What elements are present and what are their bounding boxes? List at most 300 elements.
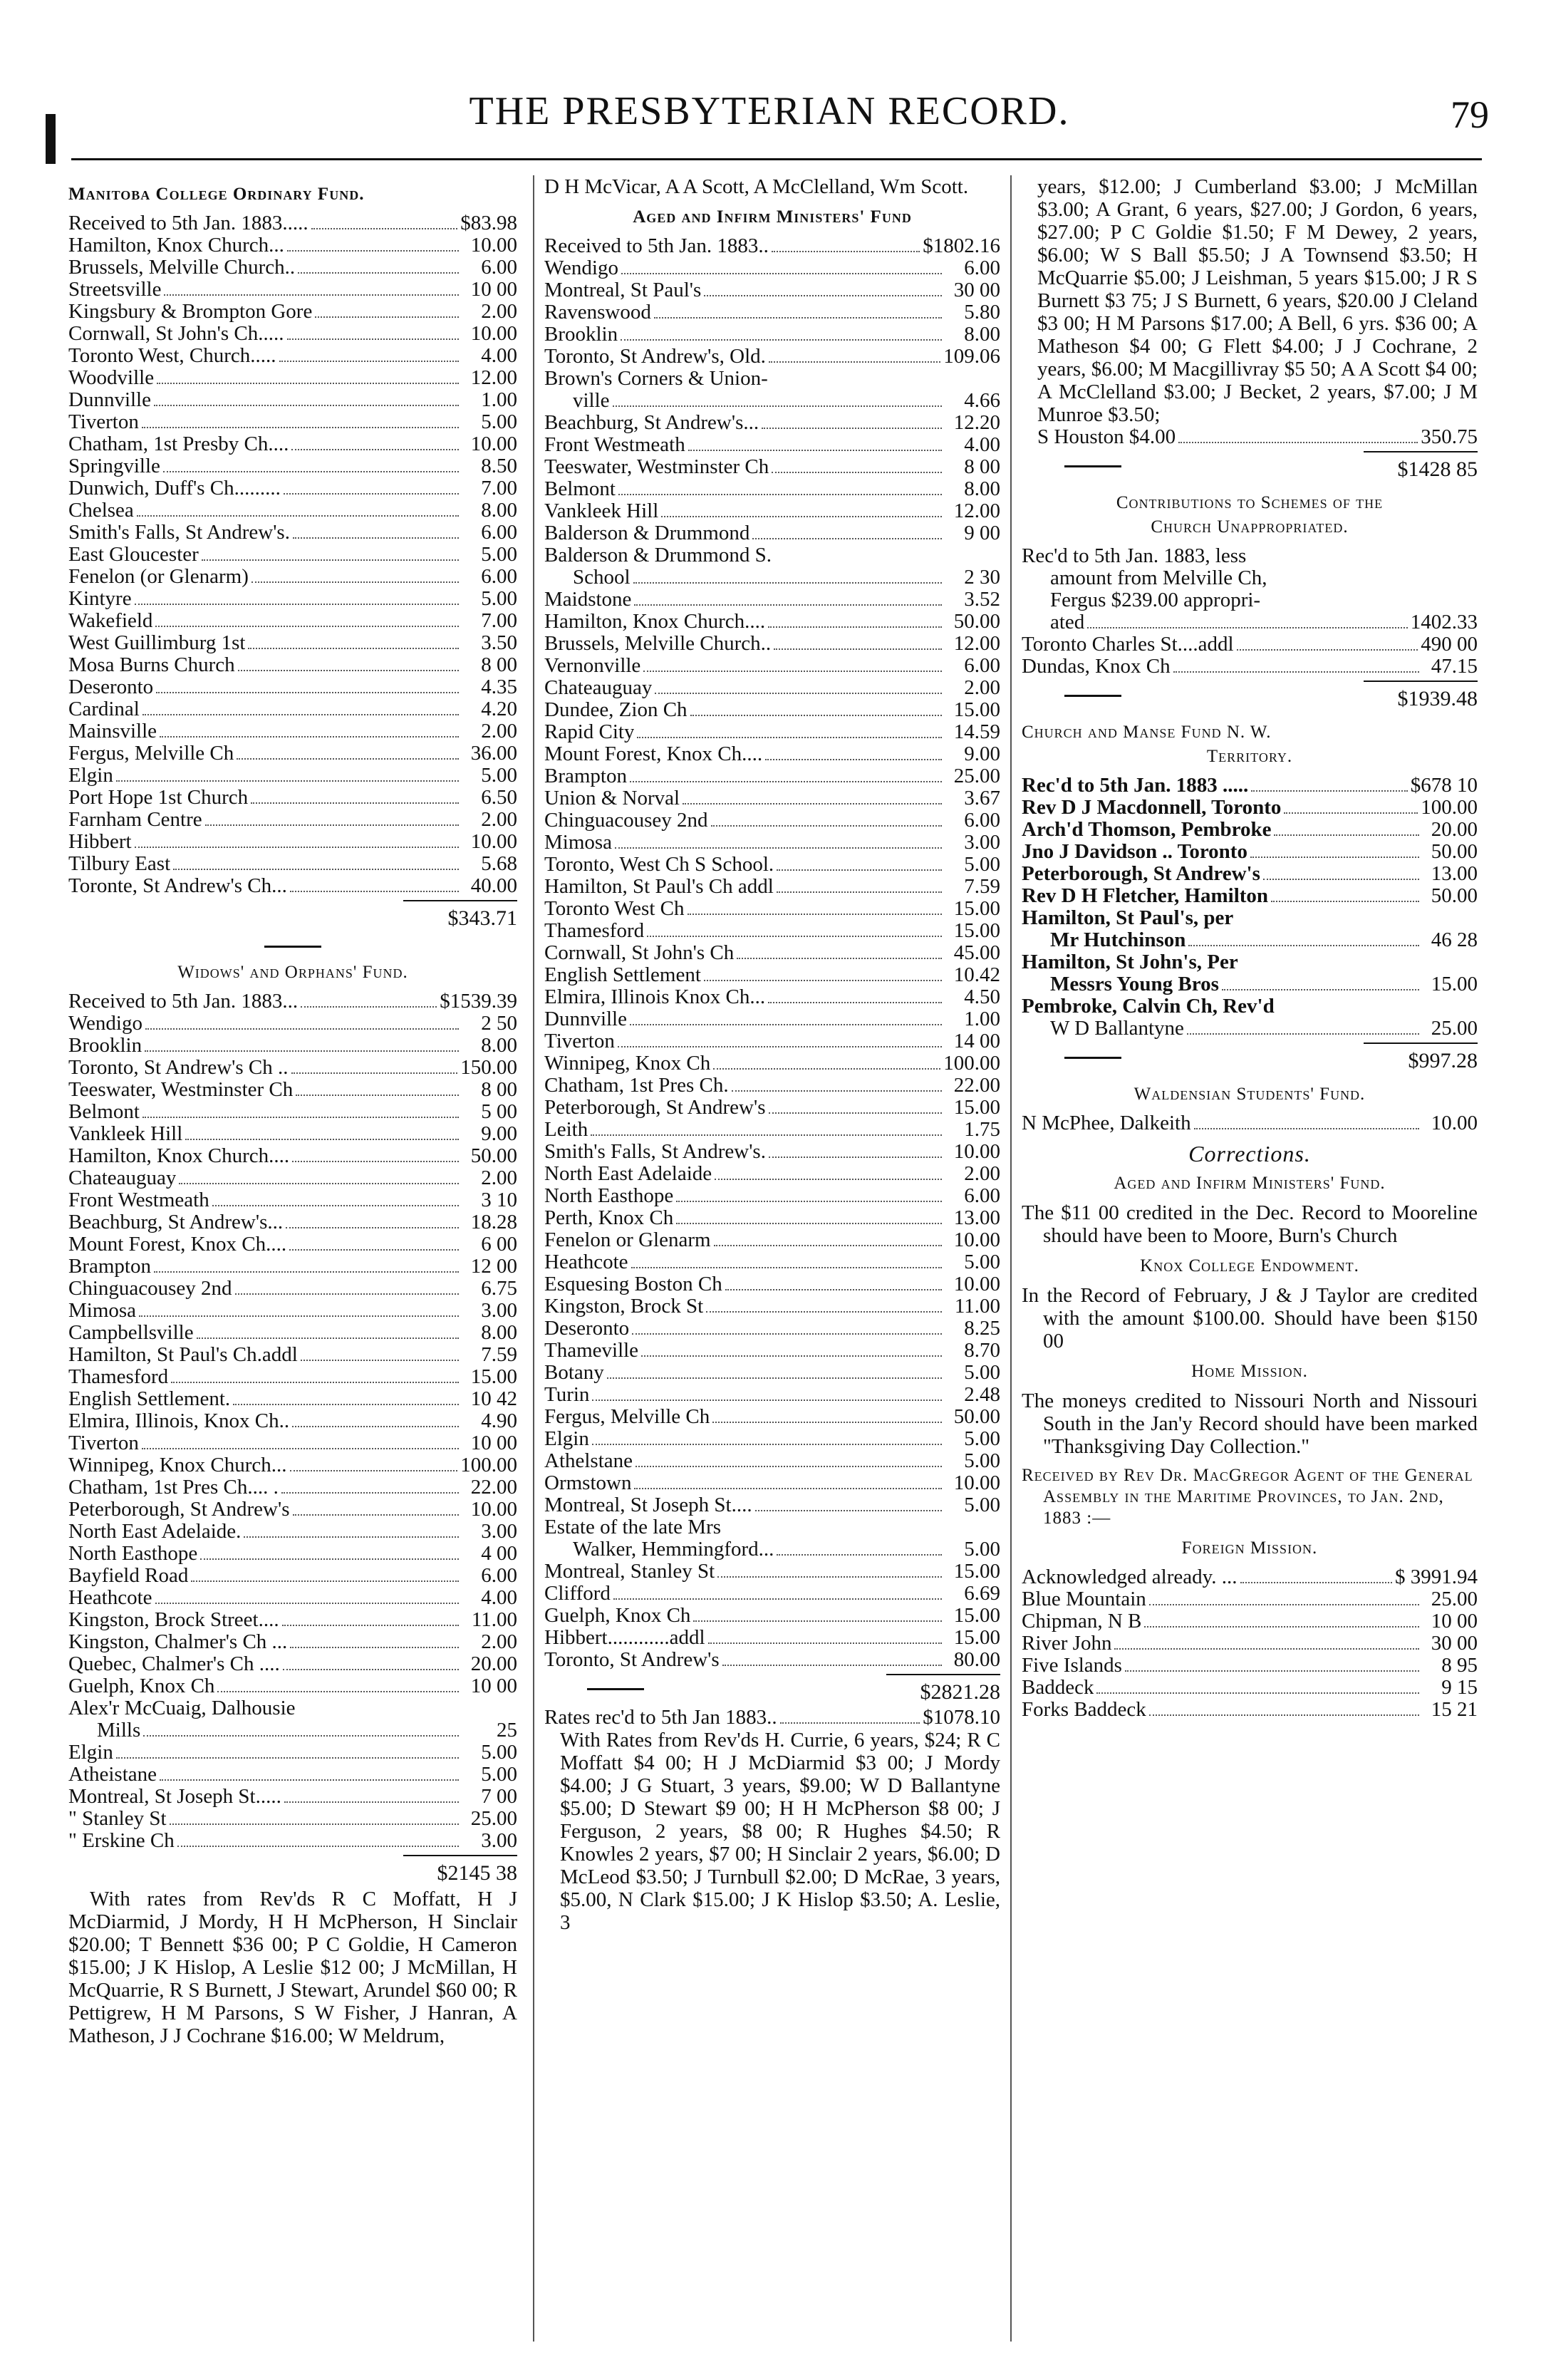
list-item xyxy=(68,1631,517,1653)
entry-name: North Easthope xyxy=(68,1543,198,1565)
leader-dots xyxy=(154,405,459,406)
list-item xyxy=(544,1207,1000,1229)
leader-dots xyxy=(768,626,942,628)
entry-name: Tilbury East xyxy=(68,853,171,875)
entry-name: Woodville xyxy=(68,367,155,389)
leader-dots xyxy=(142,1117,459,1118)
list-item xyxy=(544,809,1000,832)
entry-amount: 30 00 xyxy=(1431,1632,1478,1655)
list-item xyxy=(544,390,1000,412)
section-heading-corrections: Corrections. xyxy=(1188,1141,1311,1166)
entry-amount: 5.00 xyxy=(481,410,517,433)
entry-amount: 7.59 xyxy=(481,1343,517,1366)
entry-amount: 100.00 xyxy=(1421,796,1478,819)
leader-dots xyxy=(621,339,942,341)
leader-dots xyxy=(135,604,459,605)
entry-name: Maidstone xyxy=(544,589,632,611)
list-item xyxy=(68,1587,517,1609)
entry-amount: 14.59 xyxy=(953,720,1000,743)
entry-amount: $678 10 xyxy=(1410,774,1478,797)
entry-amount: 5.00 xyxy=(964,1251,1000,1273)
entry-amount: 15.00 xyxy=(953,919,1000,942)
entry-amount: 40.00 xyxy=(470,874,517,897)
leader-dots xyxy=(287,338,459,340)
column-left xyxy=(68,175,517,2342)
entry-name: Atheistane xyxy=(68,1764,157,1786)
section-heading-manitoba: Manitoba College Ordinary Fund. xyxy=(68,185,365,204)
leader-dots xyxy=(251,581,459,583)
list-item xyxy=(68,257,517,279)
leader-dots xyxy=(293,537,459,539)
entry-name: Fenelon or Glenarm xyxy=(544,1229,711,1251)
entry-name: ville xyxy=(573,390,610,412)
entry-name: Brampton xyxy=(544,765,627,787)
list-item xyxy=(1022,775,1478,797)
entry-name: Winnipeg, Knox Ch xyxy=(544,1052,711,1075)
list-item xyxy=(68,544,517,566)
leader-dots xyxy=(292,1161,459,1162)
entry-amount: 5.80 xyxy=(964,301,1000,324)
entry-name: Front Westmeath xyxy=(544,434,685,456)
entry-amount: 8.00 xyxy=(964,323,1000,346)
list-item xyxy=(544,721,1000,743)
list-item xyxy=(544,1561,1000,1583)
entry-name: Elgin xyxy=(544,1428,589,1450)
entry-name: Mr Hutchinson xyxy=(1050,929,1186,951)
list-item xyxy=(68,234,517,257)
leader-dots xyxy=(292,1426,459,1427)
leader-dots xyxy=(647,936,942,937)
section-total xyxy=(68,900,517,933)
leader-dots xyxy=(631,1267,942,1268)
section-heading-manse: Church and Manse Fund N. W. xyxy=(1022,723,1272,742)
entry-name: Chateauguay xyxy=(68,1167,177,1189)
list-item xyxy=(544,1141,1000,1163)
entry-amount: 9 15 xyxy=(1441,1676,1478,1699)
leader-dots xyxy=(1149,1604,1419,1605)
entry-name: Chinguacousey 2nd xyxy=(68,1278,232,1300)
leader-dots xyxy=(289,1249,459,1251)
entry-amount: 10.00 xyxy=(1431,1112,1478,1134)
entry-name: Union & Norval xyxy=(544,787,680,809)
leader-dots xyxy=(284,493,459,495)
entry-amount: 6.69 xyxy=(964,1582,1000,1605)
entry-amount: 5.00 xyxy=(964,853,1000,876)
leader-dots xyxy=(177,1846,459,1847)
leader-dots xyxy=(1096,1692,1419,1694)
entry-amount: 25.00 xyxy=(1431,1017,1478,1040)
entry-amount: 5.00 xyxy=(964,1427,1000,1450)
correction-note: The $11 00 credited in the Dec. Record to Mooreline should have been to Moore, Burn's Church xyxy=(1022,1201,1478,1247)
entry-amount: 3.00 xyxy=(481,1829,517,1852)
entry-name: Jno J Davidson .. Toronto xyxy=(1022,841,1247,863)
entry-amount: 10.00 xyxy=(470,1498,517,1521)
entry-amount: 6.00 xyxy=(481,521,517,544)
entry-name: Chateauguay xyxy=(544,677,653,699)
leader-dots xyxy=(769,1157,942,1158)
entry-amount: 20.00 xyxy=(470,1652,517,1675)
section-subheading-schemes: Church Unappropriated. xyxy=(1151,517,1349,537)
entry-name: Fenelon (or Glenarm) xyxy=(68,566,249,588)
entry-name: West Guillimburg 1st xyxy=(68,632,246,654)
entry-name: Pembroke, Calvin Ch, Rev'd xyxy=(1022,995,1275,1018)
entry-amount: 4.00 xyxy=(481,1586,517,1609)
entry-amount: 12.00 xyxy=(953,500,1000,522)
list-item xyxy=(68,1719,517,1742)
leader-dots xyxy=(282,1625,459,1626)
list-item xyxy=(544,566,1000,589)
entry-name: Turin xyxy=(544,1384,590,1406)
entry-amount: 9.00 xyxy=(964,743,1000,765)
rates-paragraph: With Rates from Rev'ds H. Currie, 6 years, $24; R C Moffatt $4 00; H J McDiarmid $3 00; J Mordy $4.00; J G Stuart, 3 years, $9.00; W D Ballantyne $5.00; D Stewart $9 00; H H McPherson $8 00; J Ferguson, 2 years, $8 00; R Hughes $4.50; R Knowles 2 years, $7 00; H Sinclair 2 years, $6.00; D McLeod $3.50; J Turnbull $2.00; D McRae, 3 years, $5.00, N Clark $15.00; J K Hislop $3.50; A. Leslie, 3 xyxy=(560,1729,1000,1934)
entry-name: Cardinal xyxy=(68,698,140,720)
leader-dots xyxy=(137,515,459,517)
entry-name: Peterborough, St Andrew's xyxy=(544,1097,766,1119)
list-item xyxy=(544,1008,1000,1030)
list-item xyxy=(68,389,517,411)
knox-note: In the Record of February, J & J Taylor are credited with the amount $100.00. Should have been $150 00 xyxy=(1022,1284,1478,1352)
leader-dots xyxy=(1263,879,1419,880)
page-header xyxy=(43,84,1496,148)
column-rule xyxy=(1010,175,1012,2342)
entry-amount: 12.00 xyxy=(953,632,1000,655)
entry-amount: 10 00 xyxy=(1431,1610,1478,1633)
aged-list-4 xyxy=(544,1561,1000,1671)
entry-amount: 30 00 xyxy=(953,279,1000,301)
list-item xyxy=(68,720,517,743)
entry-name: Brooklin xyxy=(544,324,618,346)
leader-dots xyxy=(592,1399,942,1401)
entry-name: Hamilton, St Paul's Ch.addl xyxy=(68,1344,298,1366)
leader-dots xyxy=(772,472,942,473)
leader-dots xyxy=(290,1470,458,1471)
list-item xyxy=(68,1830,517,1852)
entry-amount: 10.00 xyxy=(953,1273,1000,1295)
entry-name: Rapid City xyxy=(544,721,635,743)
list-item xyxy=(68,212,517,234)
leader-dots xyxy=(291,449,459,450)
leader-dots xyxy=(1237,649,1418,651)
entry-name: Hamilton, Knox Church.... xyxy=(68,1145,290,1167)
list-item xyxy=(68,1675,517,1697)
list-item xyxy=(1022,1018,1478,1040)
list-item xyxy=(1022,545,1478,567)
list-item xyxy=(1022,1633,1478,1655)
list-item xyxy=(68,831,517,853)
list-item xyxy=(68,1189,517,1211)
entry-amount: 8.25 xyxy=(964,1317,1000,1340)
entry-amount: 1.00 xyxy=(481,388,517,411)
entry-amount: 46 28 xyxy=(1431,928,1478,951)
list-item xyxy=(68,853,517,875)
entry-name: Port Hope 1st Church xyxy=(68,787,249,809)
leader-dots xyxy=(212,1205,459,1206)
entry-name: Brampton xyxy=(68,1256,151,1278)
leader-dots xyxy=(769,361,940,363)
leader-dots xyxy=(714,1245,942,1246)
entry-amount: $83.98 xyxy=(460,212,517,234)
grand-total-row xyxy=(1022,448,1478,484)
list-item xyxy=(544,522,1000,544)
entry-amount: 6.00 xyxy=(964,654,1000,677)
leader-dots xyxy=(293,1514,459,1516)
entry-name: Toronto, West Ch S School. xyxy=(544,854,774,876)
entry-name: Heathcote xyxy=(544,1251,628,1273)
list-item xyxy=(1022,929,1478,951)
entry-name: amount from Melville Ch, xyxy=(1050,566,1267,589)
entry-name: Quebec, Chalmer's Ch .... xyxy=(68,1653,280,1675)
entry-amount: 5.00 xyxy=(964,1361,1000,1384)
entry-amount: 15.00 xyxy=(953,1626,1000,1649)
list-item xyxy=(544,1318,1000,1340)
entry-name: Tiverton xyxy=(68,1432,139,1454)
entry-name: School xyxy=(573,566,631,589)
entry-name: Baddeck xyxy=(1022,1677,1094,1699)
leader-dots xyxy=(706,1311,942,1313)
list-item xyxy=(68,1742,517,1764)
entry-amount: 45.00 xyxy=(953,941,1000,964)
leader-dots xyxy=(202,559,459,561)
entry-amount: 3.67 xyxy=(964,787,1000,809)
entry-name: Mount Forest, Knox Ch.... xyxy=(544,743,763,765)
leader-dots xyxy=(708,1642,942,1644)
entry-name: " Erskine Ch xyxy=(68,1830,175,1852)
entry-amount: 10.00 xyxy=(470,322,517,345)
entry-amount: 4.50 xyxy=(964,985,1000,1008)
entry-name: North Easthope xyxy=(544,1185,674,1207)
entry-name: Chipman, N B xyxy=(1022,1610,1142,1633)
entry-name: N McPhee, Dalkeith xyxy=(1022,1112,1191,1134)
entry-name: Elmira, Illinois Knox Ch... xyxy=(544,986,766,1008)
list-item xyxy=(68,1764,517,1786)
leader-dots xyxy=(217,1691,459,1692)
list-item xyxy=(68,1454,517,1476)
entry-name: Messrs Young Bros xyxy=(1050,973,1219,995)
entry-amount: 1402.33 xyxy=(1410,611,1478,633)
entry-name: Teeswater, Westminster Ch xyxy=(544,456,769,478)
section-total xyxy=(1022,678,1478,713)
leader-dots xyxy=(290,891,459,892)
leader-dots xyxy=(704,980,942,981)
list-item xyxy=(68,610,517,632)
entry-name: Brussels, Melville Church.. xyxy=(68,257,296,279)
list-item xyxy=(1022,633,1478,656)
intro-text: D H McVicar, A A Scott, A McClelland, Wm Scott. xyxy=(544,175,969,198)
list-item xyxy=(1022,885,1478,907)
list-item xyxy=(68,1432,517,1454)
list-item xyxy=(68,1543,517,1565)
leader-dots xyxy=(1149,1714,1419,1716)
column-right xyxy=(1022,175,1478,2342)
entry-amount: 7.59 xyxy=(964,875,1000,898)
list-item xyxy=(544,1472,1000,1494)
entry-name: Elgin xyxy=(68,765,113,787)
entry-name: Mount Forest, Knox Ch.... xyxy=(68,1233,287,1256)
entry-amount: 2.00 xyxy=(964,1162,1000,1185)
entry-name: Walker, Hemmingford... xyxy=(573,1538,774,1561)
entry-amount: 8 00 xyxy=(964,455,1000,478)
list-item xyxy=(544,699,1000,721)
leader-dots xyxy=(634,1488,942,1489)
leader-dots xyxy=(634,604,942,606)
leader-dots xyxy=(116,1757,459,1759)
entry-name: North East Adelaide xyxy=(544,1163,712,1185)
separator xyxy=(1064,1057,1121,1059)
leader-dots xyxy=(155,626,459,627)
entry-amount: 6.00 xyxy=(481,256,517,279)
list-item xyxy=(68,411,517,433)
entry-amount: 2 30 xyxy=(964,566,1000,589)
entry-amount: 15.00 xyxy=(953,1096,1000,1119)
total-amount: $2821.28 xyxy=(886,1674,1000,1707)
list-item xyxy=(68,367,517,389)
entry-name: Hamilton, Knox Church.... xyxy=(544,611,766,633)
entry-name: Toronto West Ch xyxy=(544,898,685,920)
entry-amount: 4.90 xyxy=(481,1409,517,1432)
entry-name: Peterborough, St Andrew's xyxy=(1022,863,1260,885)
leader-dots xyxy=(711,825,942,827)
total-amount: $343.71 xyxy=(403,900,517,933)
entry-name: Kingston, Brock St xyxy=(544,1295,704,1318)
entry-name: ated xyxy=(1050,611,1085,633)
leader-dots xyxy=(237,758,459,760)
entry-name: Fergus $239.00 appropri- xyxy=(1050,589,1261,611)
entry-name: " Stanley St xyxy=(68,1808,167,1830)
leader-dots xyxy=(591,1134,942,1136)
entry-name: Vankleek Hill xyxy=(544,500,659,522)
entry-amount: 12.00 xyxy=(470,366,517,389)
leader-dots xyxy=(291,1072,458,1074)
entry-amount: 2.00 xyxy=(481,300,517,323)
leader-dots xyxy=(1284,812,1418,814)
list-item xyxy=(68,698,517,720)
leader-dots xyxy=(777,869,942,871)
list-item xyxy=(68,1256,517,1278)
entry-name: Kingston, Brock Street.... xyxy=(68,1609,279,1631)
list-item xyxy=(68,1344,517,1366)
entry-amount: 6.50 xyxy=(481,786,517,809)
leader-dots xyxy=(635,1466,942,1467)
list-item xyxy=(544,655,1000,677)
entry-name: Blue Mountain xyxy=(1022,1588,1146,1610)
entry-name: Belmont xyxy=(68,1101,140,1123)
entry-amount: 100.00 xyxy=(943,1052,1000,1075)
entry-amount: 8.00 xyxy=(481,499,517,522)
list-item xyxy=(544,787,1000,809)
leader-dots xyxy=(139,1315,459,1317)
list-item xyxy=(544,765,1000,787)
entry-name: Dunwich, Duff's Ch......... xyxy=(68,477,281,500)
home-note: The moneys credited to Nissouri North and Nissouri South in the Jan'y Record should have been marked "Thanksgiving Day Collection." xyxy=(1022,1390,1478,1458)
entry-amount: 5.00 xyxy=(481,1741,517,1764)
entry-name: Beachburg, St Andrew's... xyxy=(68,1211,284,1233)
list-item xyxy=(544,257,1000,279)
list-item xyxy=(68,279,517,301)
entry-name: Kingsbury & Brompton Gore xyxy=(68,301,313,323)
entry-amount: 2.00 xyxy=(481,1630,517,1653)
entry-name: Rev D J Macdonnell, Toronto xyxy=(1022,797,1282,819)
leader-dots xyxy=(765,759,942,760)
entry-name: Guelph, Knox Ch xyxy=(68,1675,215,1697)
leader-dots xyxy=(618,1046,942,1047)
section-heading-aged: Aged and Infirm Ministers' Fund xyxy=(633,207,912,227)
aged-list xyxy=(544,235,1000,368)
list-item xyxy=(68,743,517,765)
list-item xyxy=(544,611,1000,633)
list-item xyxy=(544,324,1000,346)
list-item xyxy=(1022,1588,1478,1610)
entry-name: Rev D H Fletcher, Hamilton xyxy=(1022,885,1269,907)
leader-dots xyxy=(142,714,459,715)
entry-amount: 10.00 xyxy=(470,234,517,257)
entry-name: Streetsville xyxy=(68,279,162,301)
entry-name: Tiverton xyxy=(68,411,139,433)
entry-amount: 5 00 xyxy=(481,1100,517,1123)
entry-name: North East Adelaide. xyxy=(68,1521,242,1543)
list-item xyxy=(1022,907,1478,929)
entry-name: Teeswater, Westminster Ch xyxy=(68,1079,294,1101)
list-item xyxy=(544,854,1000,876)
list-item xyxy=(544,1627,1000,1649)
entry-name: Fergus, Melville Ch xyxy=(68,743,234,765)
list-item xyxy=(1022,819,1478,841)
entry-amount: 5.68 xyxy=(481,852,517,875)
entry-amount: 5.00 xyxy=(481,764,517,787)
leader-dots xyxy=(1173,671,1419,673)
list-item xyxy=(1022,426,1478,448)
entry-amount: 6.00 xyxy=(481,1564,517,1587)
list-item xyxy=(544,1583,1000,1605)
section-subheading-corrections: Aged and Infirm Ministers' Fund. xyxy=(1114,1174,1386,1193)
entry-name: Clifford xyxy=(544,1583,611,1605)
total-amount: $2145 38 xyxy=(403,1855,517,1888)
leader-dots xyxy=(251,802,459,804)
entry-amount: 20.00 xyxy=(1431,818,1478,841)
list-item xyxy=(1022,656,1478,678)
leader-dots xyxy=(160,1779,459,1781)
list-item xyxy=(544,1450,1000,1472)
leader-dots xyxy=(717,1576,942,1578)
list-item xyxy=(68,1388,517,1410)
leader-dots xyxy=(713,1068,940,1070)
list-item xyxy=(544,1494,1000,1516)
entry-name: Bayfield Road xyxy=(68,1565,189,1587)
leader-dots xyxy=(774,648,942,650)
leader-dots xyxy=(164,294,459,296)
entry-amount: 4 00 xyxy=(481,1542,517,1565)
list-item xyxy=(544,589,1000,611)
entry-amount: 22.00 xyxy=(953,1074,1000,1097)
entry-amount: 25.00 xyxy=(1431,1588,1478,1610)
list-item xyxy=(68,1476,517,1499)
list-item xyxy=(68,566,517,588)
leader-dots xyxy=(661,516,942,517)
list-item xyxy=(544,1362,1000,1384)
list-item xyxy=(544,279,1000,301)
entry-amount: 13.00 xyxy=(1431,862,1478,885)
entry-name: Five Islands xyxy=(1022,1655,1122,1677)
entry-amount: 15 21 xyxy=(1431,1698,1478,1721)
entry-name: Fergus, Melville Ch xyxy=(544,1406,710,1428)
leader-dots xyxy=(135,847,459,848)
entry-name: Farnham Centre xyxy=(68,809,202,831)
entry-amount: 350.75 xyxy=(1421,425,1478,448)
leader-dots xyxy=(630,781,942,782)
entry-name: Perth, Knox Ch xyxy=(544,1207,674,1229)
leader-dots xyxy=(287,250,459,252)
entry-amount: 4.00 xyxy=(481,344,517,367)
entry-name: River John xyxy=(1022,1633,1112,1655)
